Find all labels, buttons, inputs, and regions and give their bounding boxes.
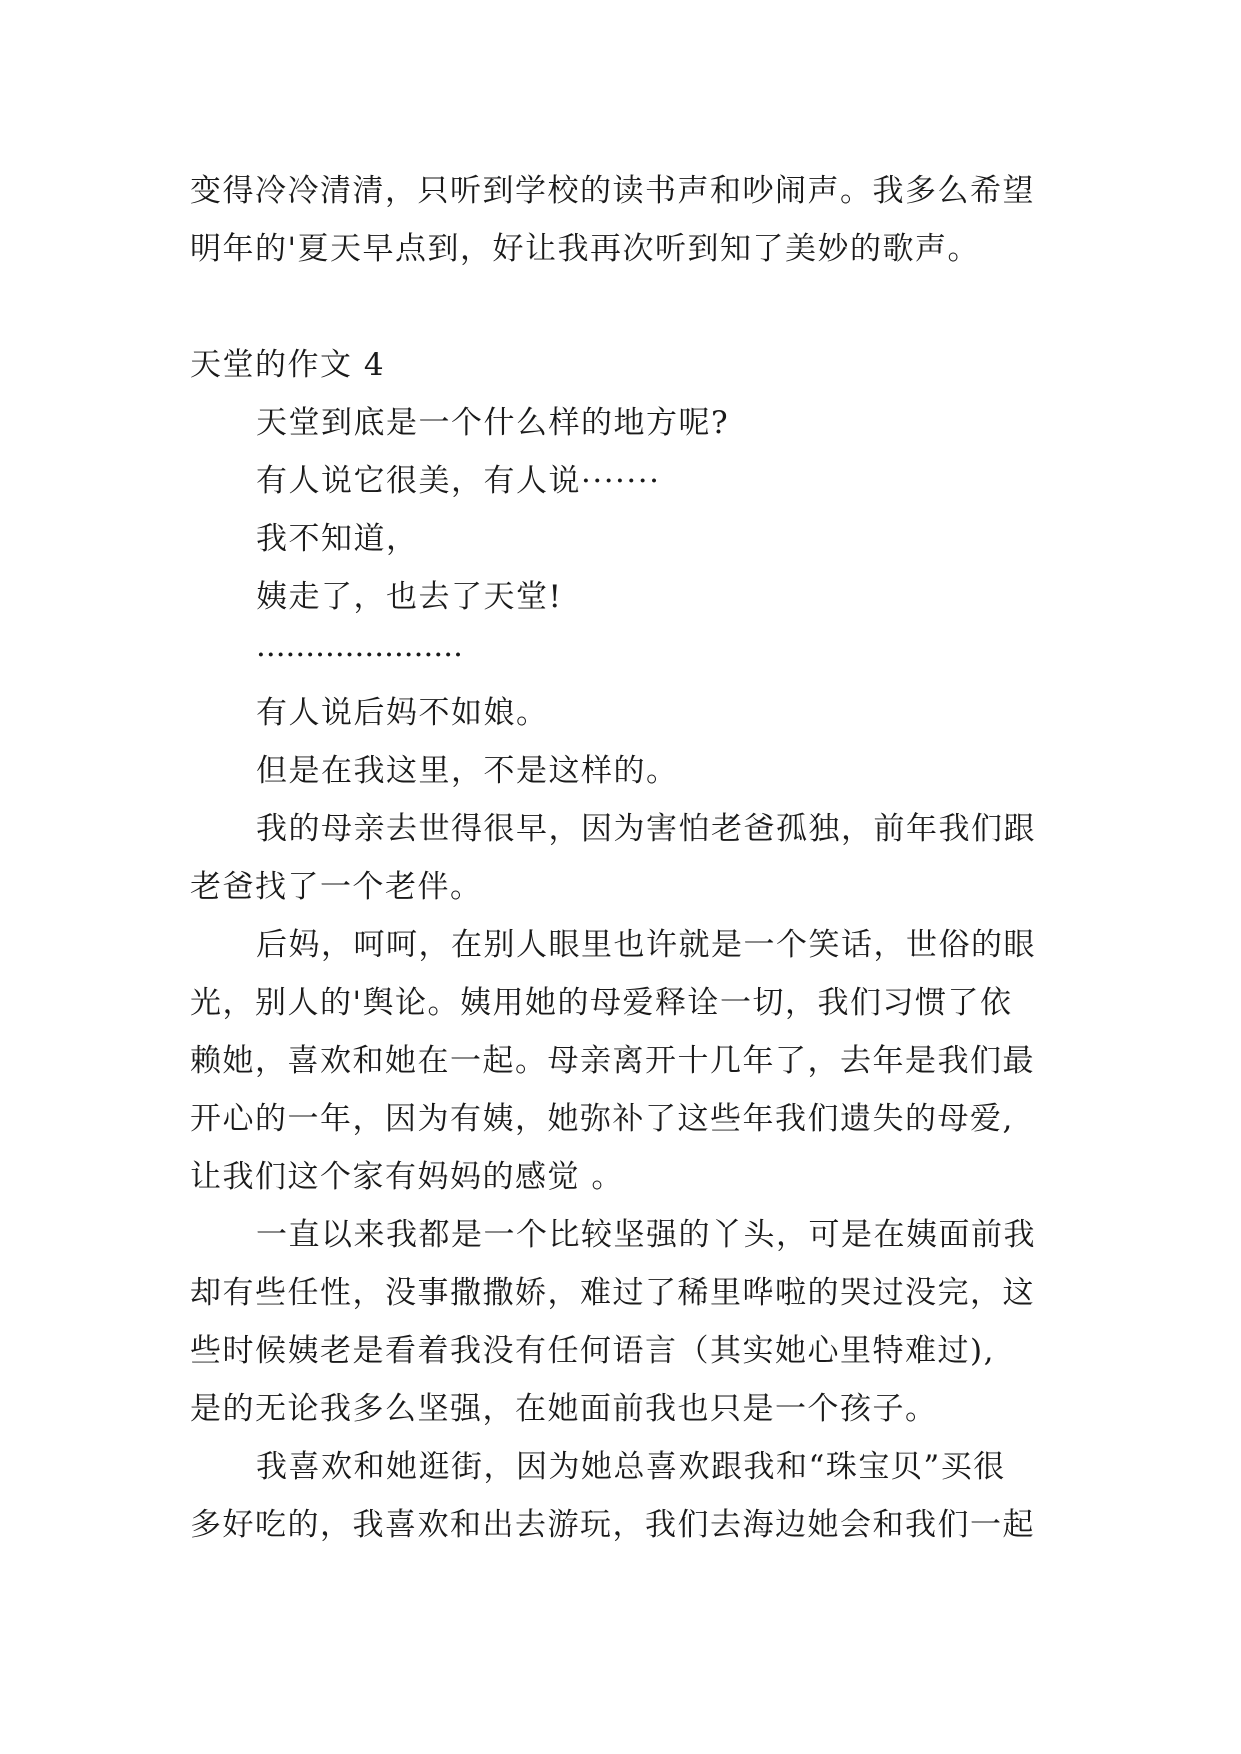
paragraph-line: 姨走了，也去了天堂! [256,579,563,615]
paragraph-line: 开心的一年，因为有姨，她弥补了这些年我们遗失的母爱, [190,1101,1014,1137]
paragraph-line: 明年的'夏天早点到，好让我再次听到知了美妙的歌声。 [190,231,981,267]
document-body [190,162,1070,1554]
paragraph-line: 我的母亲去世得很早，因为害怕老爸孤独，前年我们跟 [256,811,1036,847]
paragraph-line: 是的无论我多么坚强，在她面前我也只是一个孩子。 [190,1391,938,1427]
paragraph-line: 但是在我这里，不是这样的。 [256,753,679,789]
paragraph-line: 老爸找了一个老伴。 [190,869,483,905]
paragraph-line: 赖她，喜欢和她在一起。母亲离开十几年了，去年是我们最 [190,1043,1035,1079]
paragraph-line: 我不知道， [256,521,419,557]
paragraph-line: 有人说后妈不如娘。 [256,695,549,731]
paragraph-line: 我喜欢和她逛街，因为她总喜欢跟我和“珠宝贝”买很 [256,1449,1006,1485]
paragraph-line: 一直以来我都是一个比较坚强的丫头，可是在姨面前我 [256,1217,1036,1253]
paragraph-line: 有人说它很美，有人说······· [256,463,661,499]
paragraph-gap [190,278,1070,336]
paragraph-line: 光，别人的'舆论。姨用她的母爱释诠一切，我们习惯了依 [190,985,1013,1021]
ellipsis-line: ····················· [256,637,463,673]
paragraph-line: 让我们这个家有妈妈的感觉 。 [190,1159,624,1195]
paragraph-line: 后妈，呵呵，在别人眼里也许就是一个笑话，世俗的眼 [256,927,1036,963]
paragraph-line: 天堂到底是一个什么样的地方呢? [256,405,730,441]
paragraph-line: 却有些任性，没事撒撒娇，难过了稀里哗啦的哭过没完，这 [190,1275,1035,1311]
paragraph-line: 多好吃的，我喜欢和出去游玩，我们去海边她会和我们一起 [190,1507,1035,1543]
section-title: 天堂的作文 4 [190,347,386,383]
paragraph-line: 些时候姨老是看着我没有任何语言（其实她心里特难过), [190,1333,995,1369]
paragraph-line: 变得冷冷清清，只听到学校的读书声和吵闹声。我多么希望 [190,173,1035,209]
